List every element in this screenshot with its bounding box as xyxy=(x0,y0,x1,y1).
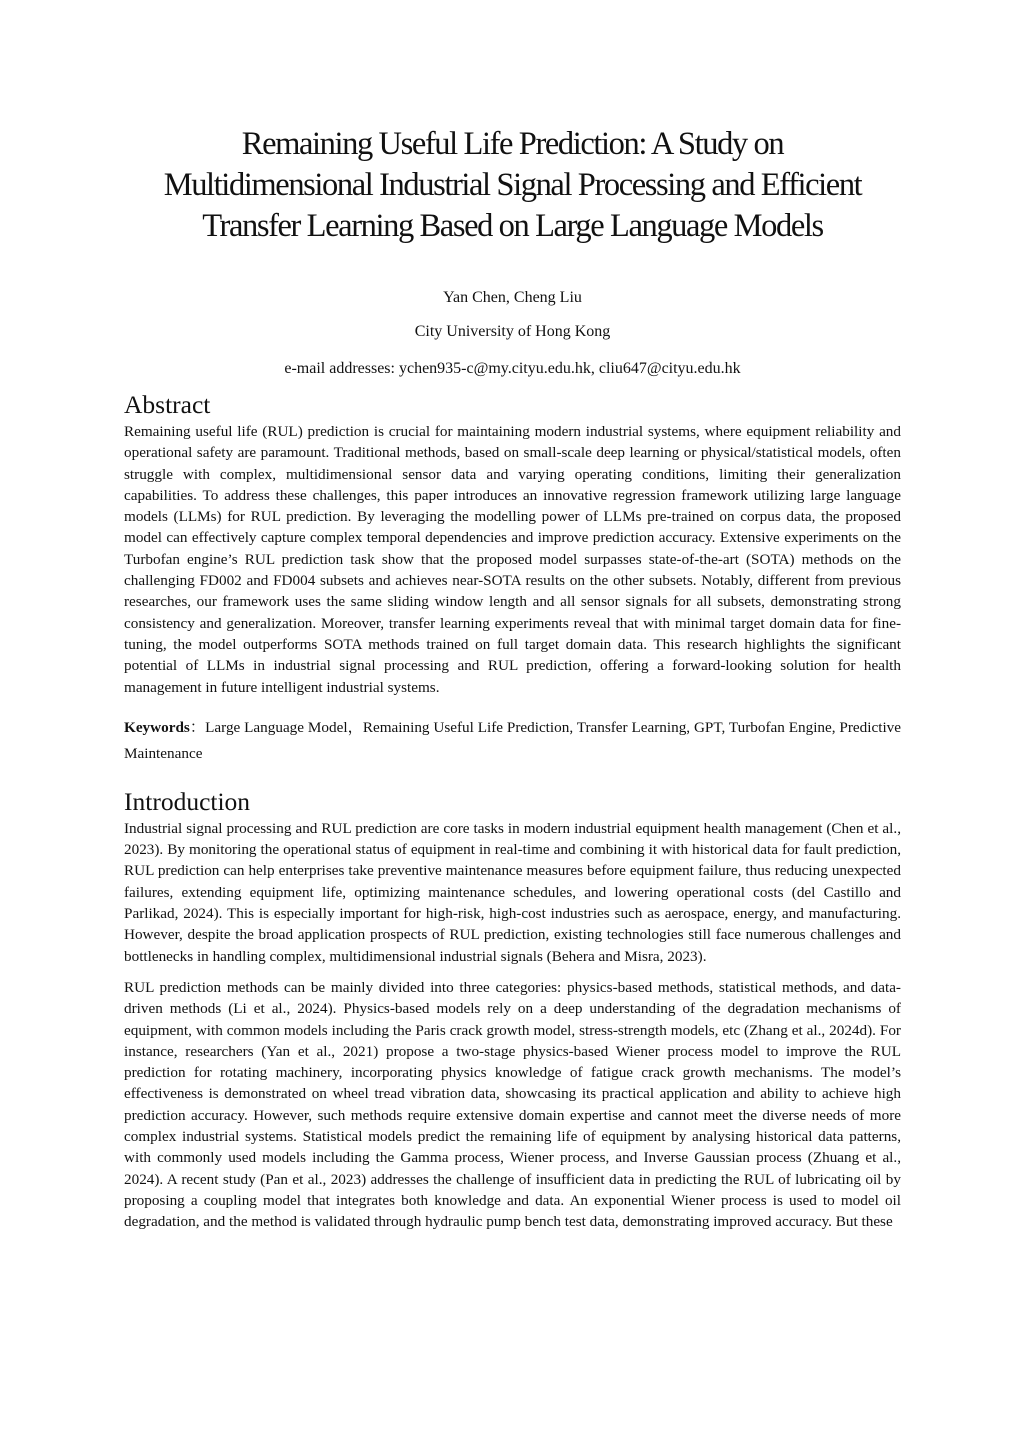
abstract-body: Remaining useful life (RUL) prediction is crucial for maintaining modern industrial systems, where equipment reliability and operational safety are paramount. Traditional methods, based on small-scale deep learning or physical/statistical models, often struggle with complex, multidimensional sensor data and varying operating conditions, limiting their generalization capabilities. To address these challenges, this paper introduces an innovative regression framework utilizing large language models (LLMs) for RUL prediction. By leveraging the modelling power of LLMs pre-trained on corpus data, the proposed model can effectively capture complex temporal dependencies and improve prediction accuracy. Extensive experiments on the Turbofan engine’s RUL prediction task show that the proposed model surpasses state-of-the-art (SOTA) methods on the challenging FD002 and FD004 subsets and achieves near-SOTA results on the other subsets. Notably, different from previous researches, our framework uses the same sliding window length and all sensor signals for all subsets, demonstrating strong consistency and generalization. Moreover, transfer learning experiments reveal that with minimal target domain data for fine-tuning, the model outperforms SOTA methods trained on full target domain data. This research highlights the significant potential of LLMs in industrial signal processing and RUL prediction, offering a forward-looking solution for health management in future intelligent industrial systems. xyxy=(124,423,901,696)
email-addresses: e-mail addresses: ychen935-c@my.cityu.edu.hk, cliu647@cityu.edu.hk xyxy=(284,360,741,377)
keywords-label: Keywords xyxy=(124,718,190,736)
affiliation: City University of Hong Kong xyxy=(414,323,611,340)
introduction-paragraph-1: Industrial signal processing and RUL prediction are core tasks in modern industrial equipment health management (Chen et al., 2023). By monitoring the operational status of equipment in real-time and combining it with historical data for fault prediction, RUL prediction can help enterprises take preventive maintenance measures before equipment failure, thus reducing unexpected failures, extending equipment life, optimizing maintenance schedules, and lowering operational costs (del Castillo and Parlikad, 2024). This is especially important for high-risk, high-cost industries such as aerospace, energy, and manufacturing. However, despite the broad application prospects of RUL prediction, existing technologies still face numerous challenges and bottlenecks in handling complex, multidimensional industrial signals (Behera and Misra, 2023). xyxy=(124,819,901,965)
title-line-3: Transfer Learning Based on Large Language Models xyxy=(202,208,823,244)
title-line-2: Multidimensional Industrial Signal Processing and Efficient xyxy=(163,167,862,203)
abstract-heading: Abstract xyxy=(124,390,211,419)
introduction-heading: Introduction xyxy=(124,786,251,816)
introduction-paragraph-2: RUL prediction methods can be mainly divided into three categories: physics-based methods, statistical methods, and data-driven methods (Li et al., 2024). Physics-based models rely on a deep understanding of the degradation mechanisms of equipment, with common models including the Paris crack growth model, stress-strength models, etc (Zhang et al., 2024d). For instance, researchers (Yan et al., 2021) propose a two-stage physics-based Wiener process model to improve the RUL prediction for rotating machinery, incorporating physics knowledge of fatigue crack growth mechanisms. The model’s effectiveness is demonstrated on wheel tread vibration data, showcasing its practical application and ability to achieve high prediction accuracy. However, such methods require extensive domain expertise and cannot meet the diverse needs of more complex industrial systems. Statistical models predict the remaining life of equipment by analysing historical data patterns, with commonly used models including the Gamma process, Wiener process, and Inverse Gaussian process (Zhuang et al., 2024). A recent study (Pan et al., 2023) addresses the challenge of insufficient data in predicting the RUL of lubricating oil by proposing a coupling model that integrates both knowledge and data. An exponential Wiener process is used to model oil degradation, and the method is validated through hydraulic pump bench test data, demonstrating improved accuracy. But these xyxy=(124,978,901,1231)
authors: Yan Chen, Cheng Liu xyxy=(443,289,582,306)
keywords-text: Large Language Model，Remaining Useful Life Prediction, Transfer Learning, GPT, Turbofan Engine, Predictive Maintenance xyxy=(124,718,901,762)
keywords-separator: ： xyxy=(189,718,206,736)
keywords xyxy=(124,715,901,767)
paper-title xyxy=(124,124,901,247)
title-line-1: Remaining Useful Life Prediction: A Study on xyxy=(241,126,784,162)
paper-page xyxy=(124,124,901,1233)
